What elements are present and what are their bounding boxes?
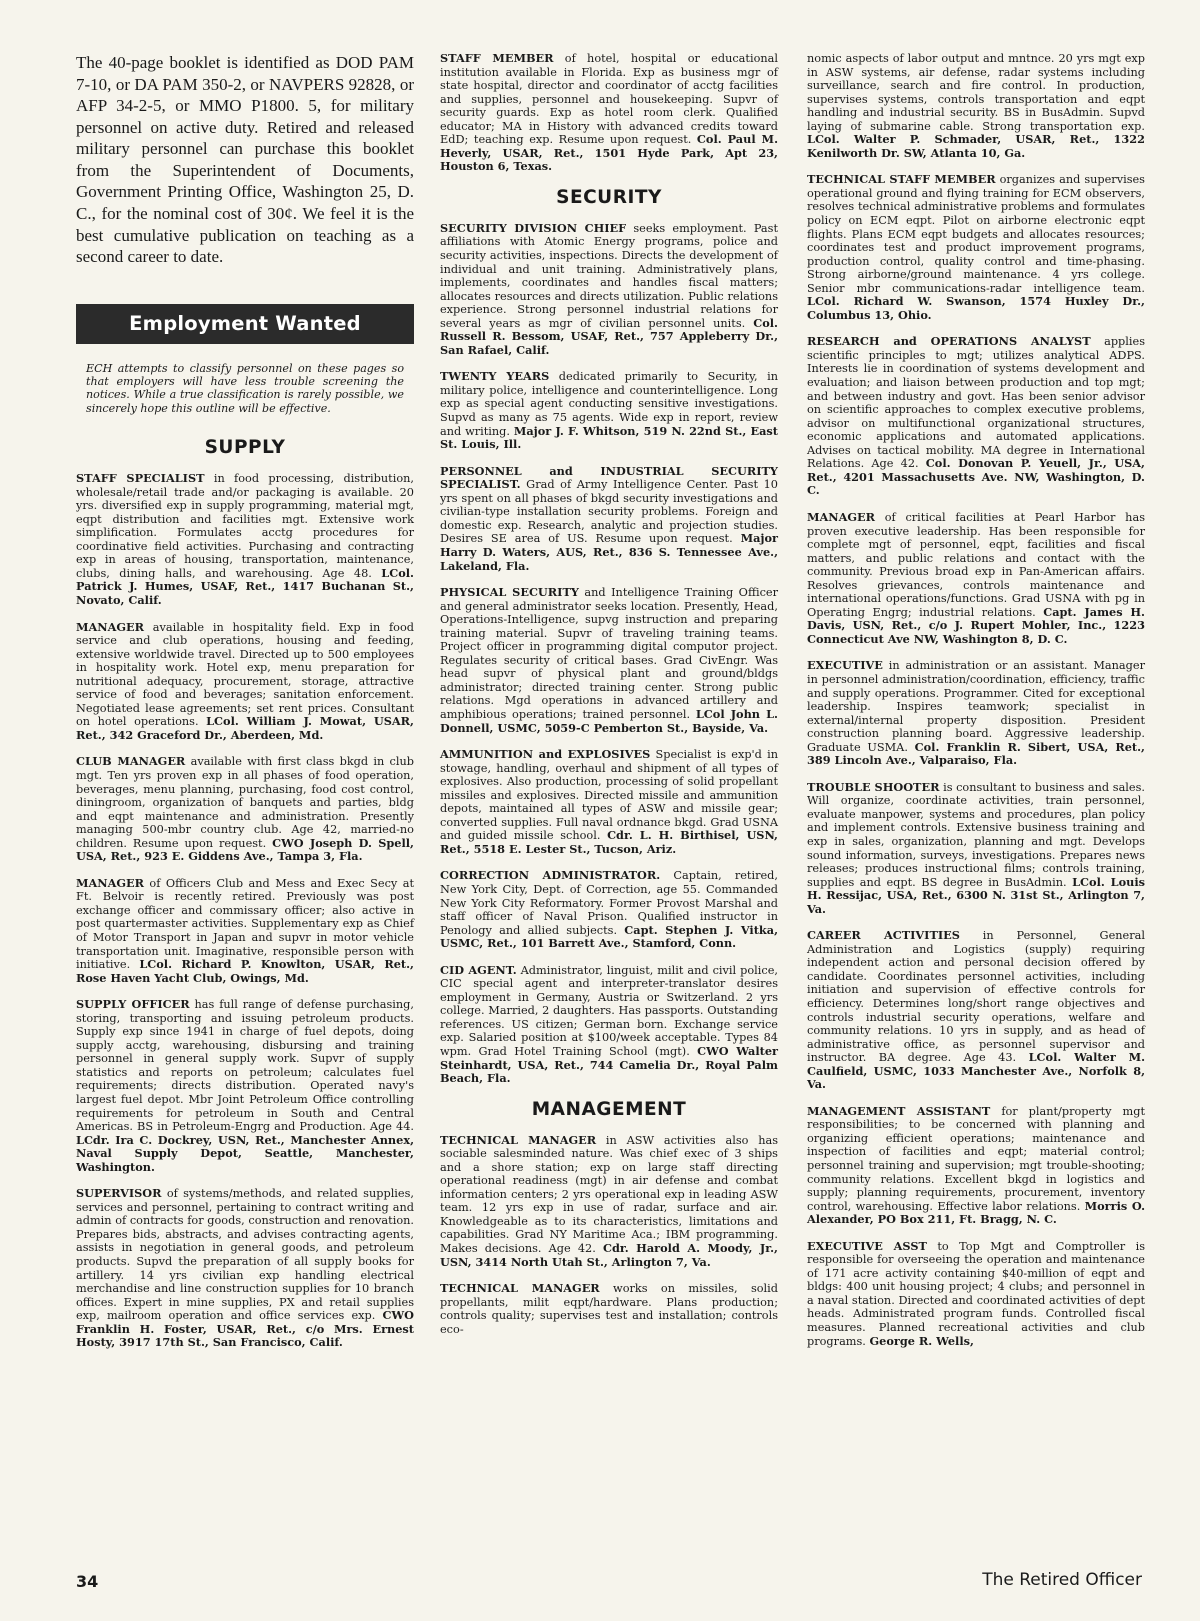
listing-entry: EXECUTIVE in administration or an assistant. Manager in personnel administration/coordination, efficiency, traffic and supply operations. Programmer. Cited for exceptional leadership. Inspires teamwork; specialist in external/internal property disposition. President construction planning board. Aggressive leadership. Graduate USMA. Col. Franklin R. Sibert, USA, Ret., 389 Lincoln Ave., Valparaiso, Fla. <box>807 658 1145 768</box>
listing-entry: TROUBLE SHOOTER is consultant to business and sales. Will organize, coordinate activities, train personnel, evaluate manpower, systems and procedures, plan policy and implement controls. Extensive business training and exp in sales, organization, planning and mgt. Develops sound information, surveys, investigations. Prepares news releases; produces instructional films; controls training, supplies and eqpt. BS degree in BusAdmin. LCol. Louis H. Ressijac, USA, Ret., 6300 N. 31st St., Arlington 7, Va. <box>807 779 1145 916</box>
section-heading-management: MANAGEMENT <box>531 1098 687 1120</box>
listing-entry: CORRECTION ADMINISTRATOR. Captain, retired, New York City, Dept. of Correction, age 55. Commanded New York City Reformatory. Former Provost Marshal and staff officer of Naval Prison. Qualified instructor in Penology and allied subjects. Capt. Stephen J. Vitka, USMC, Ret., 101 Barrett Ave., Stamford, Conn. <box>440 868 779 951</box>
listing-entry: CID AGENT. Administrator, linguist, milit and civil police, CIC special agent and interpreter-translator desires employment in Germany, Austria or Switzerland. 2 yrs college. Married, 2 daughters. Has passports. Outstanding references. US citizen; German born. Exchange service exp. Salaried position at $100/week acceptable. Types 84 wpm. Grad Hotel Training School (mgt). CWO Walter Steinhardt, USA, Ret., 744 Camelia Dr., Royal Palm Beach, Fla. <box>440 962 778 1086</box>
listing-entry: MANAGER of critical facilities at Pearl Harbor has proven executive leadership. Has been responsible for complete mgt of personnel, eqpt, facilities and fiscal matters, and public relations and contact with the community. Previous broad exp in Pan-American affairs. Resolves grievances, controls maintenance and international operations/functions. Grad USNA with pg in Operating Engrg; industrial relations. Capt. James H. Davis, USN, Ret., c/o J. Rupert Mohler, Inc., 1223 Connecticut Ave NW, Washington 8, D. C. <box>807 509 1145 646</box>
column-1 <box>76 52 414 1363</box>
page-number: 34 <box>76 1572 99 1591</box>
listing-entry: PERSONNEL and INDUSTRIAL SECURITY SPECIALIST. Grad of Army Intelligence Center. Past 10 yrs spent on all phases of bkgd security investigations and civilian-type installation security problems. Foreign and domestic exp. Research, analytic and projection studies. Desires SE area of US. Resume upon request. Major Harry D. Waters, AUS, Ret., 836 S. Tennessee Ave., Lakeland, Fla. <box>440 463 778 573</box>
employment-wanted-banner: Employment Wanted <box>76 304 414 344</box>
column-3 <box>807 52 1145 1361</box>
section-heading-security: SECURITY <box>556 186 662 208</box>
column-2 <box>440 52 778 1349</box>
publication-name: The Retired Officer <box>982 1570 1142 1590</box>
listing-entry: SUPERVISOR of systems/methods, and related supplies, services and personnel, pertaining to contract writing and admin of contracts for goods, construction and renovation. Prepares bids, abstracts, and advises contracting agents, assists in negotiation in general goods, and petroleum products. Supvd the preparation of all supply books for artillery. 14 yrs civilian exp handling electrical merchandise and line construction supplies for 10 branch offices. Expert in mine supplies, PX and retail supplies exp, mailroom operation and office services exp. CWO Franklin H. Foster, USAR, Ret., c/o Mrs. Ernest Hosty, 3917 17th St., San Francisco, Calif. <box>76 1186 414 1350</box>
listing-entry: CLUB MANAGER available with first class bkgd in club mgt. Ten yrs proven exp in all phases of food operation, beverages, menu planning, purchasing, food cost control, diningroom, organization of banquets and parties, bldg and eqpt maintenance and administration. Presently managing 500-mbr country club. Age 42, married-no children. Resume upon request. CWO Joseph D. Spell, USA, Ret., 923 E. Giddens Ave., Tampa 3, Fla. <box>76 754 414 864</box>
listing-entry: MANAGEMENT ASSISTANT for plant/property mgt responsibilities; to be concerned with planning and organizing efficient operations; maintenance and inspection of facilities and eqpt; material control; personnel training and supervision; mgt trouble-shooting; community relations. Excellent bkgd in logistics and supply; planning requirements, procurement, inventory control, warehousing. Effective labor relations. Morris O. Alexander, PO Box 211, Ft. Bragg, N. C. <box>807 1103 1146 1227</box>
listing-entry: AMMUNITION and EXPLOSIVES Specialist is exp'd in stowage, handling, overhaul and shipment of all types of explosives. Also production, processing of solid propellant missiles and explosives. Directed missile and ammunition depots, maintained all types of ASW and missile gear; converted supplies. Full naval ordnance bkgd. Grad USNA and guided missile school. Cdr. L. H. Birthisel, USN, Ret., 5518 E. Lester St., Tucson, Ariz. <box>440 747 779 856</box>
listing-entry: nomic aspects of labor output and mntnce. 20 yrs mgt exp in ASW systems, air defense, radar systems including surveillance, search and fire control. In production, supervises systems, controls transportation and eqpt handling and industrial security. BS in BusAdmin. Supvd laying of submarine cable. Strong transportation exp. LCol. Walter P. Schmader, USAR, Ret., 1322 Kenilworth Dr. SW, Atlanta 10, Ga. <box>807 52 1145 160</box>
listing-entry: PHYSICAL SECURITY and Intelligence Training Officer and general administrator seeks location. Presently, Head, Operations-Intelligence, supvg instruction and preparing training material. Supvr of traveling training teams. Project officer in programming digital computor project. Regulates security of critical bases. Grad CivEngr. Was head supvr of physical plant and ground/bldgs administrator; directed training center. Strong public relations. Mgd operations in advanced artillery and amphibious operations; trained personnel. LCol John L. Donnell, USMC, 5059-C Pemberton St., Bayside, Va. <box>440 585 778 735</box>
listing-entry: TECHNICAL MANAGER in ASW activities also has sociable salesminded nature. Was chief exec of 3 ships and a shore station; exp on large staff directing operational readiness (mgt) in air defense and combat information centers; 2 yrs operational exp in leading ASW team. 12 yrs exp in use of radar, surface and air. Knowledgeable as to its characteristics, limitations and capabilities. Grad NY Maritime Aca.; IBM programming. Makes decisions. Age 42. Cdr. Harold A. Moody, Jr., USN, 3414 North Utah St., Arlington 7, Va. <box>440 1132 779 1269</box>
classification-note: ECH attempts to classify personnel on these pages so that employers will have less trouble screening the notices. While a true classification is rarely possible, we sincerely hope this outline will be effective. <box>86 361 404 415</box>
intro-paragraph: The 40-page booklet is identified as DOD PAM 7-10, or DA PAM 350-2, or NAVPERS 92828, or AFP 34-2-5, or MMO P1800. 5, for military personnel on active duty. Retired and released military personnel can purchase this booklet from the Superintendent of Documents, Government Printing Office, Washington 25, D. C., for the nominal cost of 30¢. We feel it is the best cumulative publication on teaching as a second career to date. <box>76 53 414 267</box>
listing-entry: TECHNICAL MANAGER works on missiles, solid propellants, milit eqpt/hardware. Plans production; controls quality; supervises test and installation; controls eco- <box>440 1281 778 1336</box>
listing-entry: STAFF MEMBER of hotel, hospital or educational institution available in Florida. Exp as business mgr of state hospital, director and coordinator of acctg facilities and supplies, personnel and housekeeping. Supvr of security guards. Exp as hotel room clerk. Qualified educator; MA in History with advanced credits toward EdD; teaching exp. Resume upon request. Col. Paul M. Heverly, USAR, Ret., 1501 Hyde Park, Apt 23, Houston 6, Texas. <box>440 51 778 174</box>
listing-entry: SECURITY DIVISION CHIEF seeks employment. Past affiliations with Atomic Energy programs, police and security activities, inspections. Directs the development of individual and unit training. Administratively plans, implements, coordinates and handles fiscal matters; allocates resources and directs utilization. Public relations experience. Strong personnel industrial relations for several years as mgr of civilian personnel units. Col. Russell R. Bessom, USAF, Ret., 757 Appleberry Dr., San Rafael, Calif. <box>440 220 778 357</box>
listing-entry: TECHNICAL STAFF MEMBER organizes and supervises operational ground and flying training for ECM observers, resolves technical administrative problems and formulates policy on ECM eqpt. Pilot on airborne electronic eqpt flights. Plans ECM eqpt budgets and allocates resources; coordinates test and product improvement programs, production control, quality control and time-phasing. Strong airborne/ground maintenance. 4 yrs college. Senior mbr communications-radar intelligence team. LCol. Richard W. Swanson, 1574 Huxley Dr., Columbus 13, Ohio. <box>807 172 1145 322</box>
listing-entry: RESEARCH and OPERATIONS ANALYST applies scientific principles to mgt; utilizes analytical ADPS. Interests lie in coordination of systems development and evaluation; and liaison between production and top mgt; and between industry and govt. Has been senior advisor on scientific approaches to complex executive problems, advisor on multifunctional organizational structures, economic applications and automated applications. Advises on tactical mobility. MA degree in International Relations. Age 42. Col. Donovan P. Yeuell, Jr., USA, Ret., 4201 Massachusetts Ave. NW, Washington, D. C. <box>807 334 1145 498</box>
listing-entry: MANAGER available in hospitality field. Exp in food service and club operations, housing and feeding, extensive worldwide travel. Directed up to 500 employees in hospitality work. Hotel exp, menu preparation for nutritional adequacy, procurement, storage, attractive service of food and beverages; sanitation enforcement. Negotiated lease agreements; set rent prices. Consultant on hotel operations. LCol. William J. Mowat, USAR, Ret., 342 Graceford Dr., Aberdeen, Md. <box>76 619 414 742</box>
listing-entry: STAFF SPECIALIST in food processing, distribution, wholesale/retail trade and/or packaging is available. 20 yrs. diversified exp in supply programming, material mgt, eqpt distribution and facilities mgt. Extensive work simplification. Formulates acctg procedures for coordinative field activities. Purchasing and contracting exp in areas of housing, transportation, maintenance, clubs, dining halls, and warehousing. Age 48. LCol. Patrick J. Humes, USAF, Ret., 1417 Buchanan St., Novato, Calif. <box>76 471 414 607</box>
listing-entry: TWENTY YEARS dedicated primarily to Security, in military police, intelligence and counterintelligence. Long exp as special agent conducting sensitive investigations. Supvd as many as 75 agents. Wide exp in report, review and writing. Major J. F. Whitson, 519 N. 22nd St., East St. Louis, Ill. <box>440 369 779 452</box>
listing-entry: MANAGER of Officers Club and Mess and Exec Secy at Ft. Belvoir is recently retired. Previously was post exchange officer and commissary officer; also active in post quartermaster activities. Supplementary exp as Chief of Motor Transport in Japan and supvr in motor vehicle transportation unit. Imaginative, responsible person with initiative. LCol. Richard P. Knowlton, USAR, Ret., Rose Haven Yacht Club, Owings, Md. <box>76 875 414 985</box>
listing-entry: SUPPLY OFFICER has full range of defense purchasing, storing, transporting and issuing petroleum products. Supply exp since 1941 in charge of fuel depots, doing supply acctg, warehousing, disbursing and training personnel in general supply work. Supvr of supply statistics and reports on petroleum; calculates fuel requirements; directs distribution. Operated navy's largest fuel depot. Mbr Joint Petroleum Office controlling requirements for petroleum in South and Central Americas. BS in Petroleum-Engrg and Production. Age 44. LCdr. Ira C. Dockrey, USN, Ret., Manchester Annex, Naval Supply Depot, Seattle, Manchester, Washington. <box>76 997 414 1174</box>
listing-entry: EXECUTIVE ASST to Top Mgt and Comptroller is responsible for overseeing the operation and maintenance of 171 acre activity containing $40-million of eqpt and bldgs: 400 unit housing project; 4 clubs; and personnel in a naval station. Directed and coordinated activities of dept heads. Administrated program funds. Controlled fiscal measures. Planned recreational activities and club programs. George R. Wells, <box>807 1238 1145 1348</box>
listing-entry: CAREER ACTIVITIES in Personnel, General Administration and Logistics (supply) requiring independent action and personal decision offered by candidate. Coordinates personnel activities, including initiation and supervision of effective controls for efficiency. Determines long/short range objectives and controls industrial security operations, welfare and community relations. 10 yrs in supply, and as head of administrative office, as personnel supervisor and instructor. BA degree. Age 43. LCol. Walter M. Caulfield, USMC, 1033 Manchester Ave., Norfolk 8, Va. <box>807 928 1146 1092</box>
section-heading-supply: SUPPLY <box>204 437 286 459</box>
